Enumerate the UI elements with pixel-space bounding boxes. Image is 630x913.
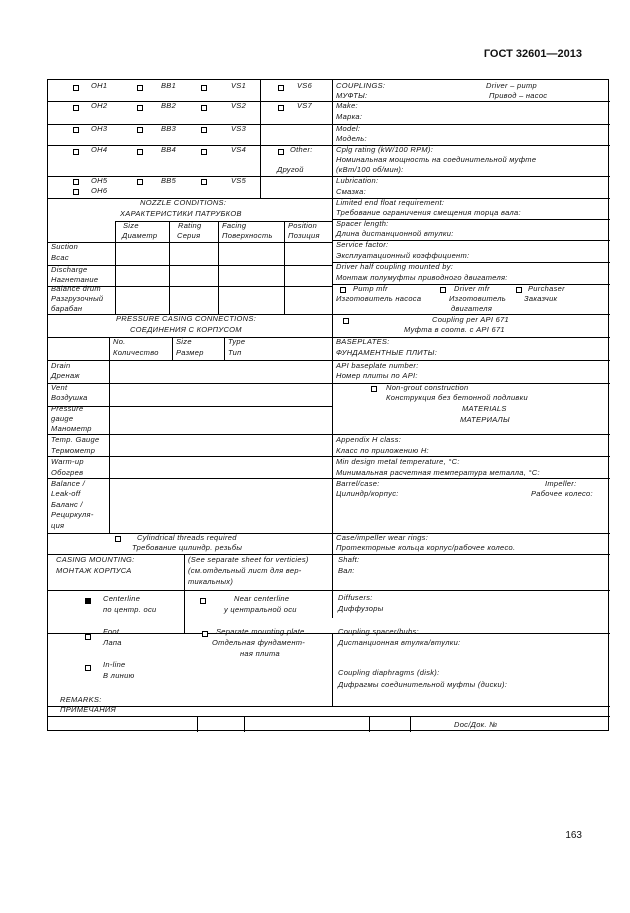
cylindrical-threads-ru: Требование цилиндр. резьбы — [132, 543, 243, 552]
api671-ru: Муфта в соотв. с API 671 — [404, 325, 505, 334]
diffusers-ru: Диффузоры — [338, 604, 384, 613]
coupling-diaphragms-ru: Дифрагмы соединительной муфты (диски): — [338, 680, 508, 689]
type-checkbox-bb3[interactable] — [137, 127, 143, 133]
rule — [332, 383, 610, 384]
materials-title: MATERIALS — [462, 404, 507, 413]
rule — [48, 265, 332, 266]
rule — [169, 221, 170, 314]
driver-mfr-ru: Изготовитель — [449, 294, 507, 303]
baseplates-title-ru: ФУНДАМЕНТНЫЕ ПЛИТЫ: — [336, 348, 438, 357]
near-centerline-ru: у центральной оси — [224, 605, 297, 614]
rule — [48, 706, 610, 707]
col-position-ru: Позиция — [288, 231, 320, 240]
type-label: VS1 — [231, 81, 247, 90]
type-label: VS7 — [297, 101, 313, 110]
rule — [115, 221, 116, 314]
type-label: VS2 — [231, 101, 247, 110]
col-facing-ru: Поверхность — [222, 231, 273, 240]
rule — [48, 590, 332, 591]
type-checkbox-oh2[interactable] — [73, 105, 79, 111]
row-balance-leak-ru: Баланс / — [51, 500, 83, 509]
row-vent-ru: Воздушка — [51, 393, 88, 402]
col-psize: Size — [176, 337, 192, 346]
foot: Foot — [103, 627, 120, 636]
col-type-ru: Тип — [228, 348, 242, 357]
end-float: Limited end float requirement: — [336, 198, 445, 207]
pressure-title: PRESSURE CASING CONNECTIONS: — [116, 314, 257, 323]
end-float-ru: Требование ограничения смещения торца вала: — [336, 208, 521, 217]
row-gauge: Pressure — [51, 404, 84, 413]
driver-mfr: Driver mfr — [454, 284, 490, 293]
foot-ru: Лапа — [103, 638, 122, 647]
row-gauge2: gauge — [51, 414, 74, 423]
spacer-length-ru: Длина дистанционной втулки: — [336, 229, 454, 238]
non-grout: Non-grout construction — [386, 383, 469, 392]
rule — [184, 554, 185, 633]
page-number: 163 — [565, 830, 582, 841]
pump-mfr-ru: Изготовитель насоса — [336, 294, 422, 303]
row-gauge-ru: Манометр — [51, 424, 92, 433]
center-divider-lower — [332, 633, 333, 706]
row-balance-leak-ru3: ция — [51, 521, 65, 530]
type-checkbox-oh5[interactable] — [73, 179, 79, 185]
col-rating: Rating — [178, 221, 202, 230]
type-label: BB3 — [161, 124, 177, 133]
row-discharge: Discharge — [51, 265, 88, 274]
in-line-checkbox[interactable] — [85, 665, 91, 671]
row-suction-ru: Всас — [51, 253, 69, 262]
type-checkbox-bb2[interactable] — [137, 105, 143, 111]
type-label: BB4 — [161, 145, 177, 154]
type-label: BB5 — [161, 176, 177, 185]
pressure-title-ru: СОЕДИНЕНИЯ С КОРПУСОМ — [130, 325, 242, 334]
separate-plate: Separate mounting plate — [216, 627, 305, 636]
row-balance-ru2: барабан — [51, 304, 83, 313]
rule — [218, 221, 219, 314]
remarks-ru: ПРИМЕЧАНИЯ — [60, 705, 116, 714]
rule — [48, 533, 610, 534]
type-checkbox-vs7[interactable] — [278, 105, 284, 111]
row-vent: Vent — [51, 383, 68, 392]
type-checkbox-vs6[interactable] — [278, 85, 284, 91]
type-checkbox-vs5[interactable] — [201, 179, 207, 185]
col-type: Type — [228, 337, 246, 346]
appendix-h: Appendix H class: — [336, 435, 402, 444]
row-balance-leak: Balance / — [51, 479, 85, 488]
model-field: Model: — [336, 124, 361, 133]
cplg-rating: Cplg rating (kW/100 RPM): — [336, 145, 434, 154]
row-balance-leak2: Leak-off — [51, 489, 81, 498]
row-suction: Suction — [51, 242, 79, 251]
type-checkbox-vs1[interactable] — [201, 85, 207, 91]
col-facing: Facing — [222, 221, 247, 230]
row-warmup-ru: Обогрев — [51, 468, 84, 477]
cylindrical-threads-checkbox[interactable] — [115, 536, 121, 542]
baseplate-number: API baseplate number: — [336, 361, 419, 370]
type-checkbox-bb5[interactable] — [137, 179, 143, 185]
casing-title-ru: МОНТАЖ КОРПУСА — [56, 566, 132, 575]
materials-title-ru: МАТЕРИАЛЫ — [460, 415, 510, 424]
center-divider — [332, 80, 333, 618]
rule — [48, 633, 610, 634]
col-size-ru: Диаметр — [122, 231, 158, 240]
type-label: OH1 — [91, 81, 108, 90]
rule — [48, 716, 610, 717]
datasheet-form — [47, 79, 609, 731]
nozzle-title: NOZZLE CONDITIONS: — [140, 198, 227, 207]
row-balance: Balance drum — [51, 284, 101, 293]
rule — [369, 716, 370, 732]
row-drain-ru: Дренаж — [51, 371, 80, 380]
baseplate-number-ru: Номер плиты по API: — [336, 371, 418, 380]
type-label: VS6 — [297, 81, 313, 90]
see-sheet-ru: (см.отдельный лист для вер- — [188, 566, 302, 575]
type-label: OH4 — [91, 145, 108, 154]
col-size: Size — [123, 221, 139, 230]
purchaser: Purchaser — [528, 284, 565, 293]
purchaser-checkbox[interactable] — [516, 287, 522, 293]
service-factor: Service factor: — [336, 240, 389, 249]
api671-checkbox[interactable] — [343, 318, 349, 324]
min-temp-ru: Минимальная расчетная температура металла, °C: — [336, 468, 540, 477]
non-grout-ru: Конструкция без бетонной подливки — [386, 393, 528, 402]
see-sheet: (See separate sheet for verticies) — [188, 555, 309, 564]
centerline-checkbox[interactable] — [85, 598, 91, 604]
rule — [48, 478, 332, 479]
cplg-rating-ru: Номинальная мощность на соединительной муфте — [336, 155, 537, 164]
coupling-diaphragms: Coupling diaphragms (disk): — [338, 668, 440, 677]
type-label: BB2 — [161, 101, 177, 110]
rule — [109, 337, 110, 533]
lubrication-ru: Смазка: — [336, 187, 366, 196]
other-label-ru: Другой — [277, 165, 304, 174]
in-line-ru: В линию — [103, 671, 135, 680]
couplings-title: COUPLINGS: — [336, 81, 386, 90]
model-field-ru: Модель: — [336, 134, 367, 143]
impeller-ru: Рабочее колесо: — [531, 489, 593, 498]
casing-title: CASING MOUNTING: — [56, 555, 135, 564]
lubrication: Lubrication: — [336, 176, 379, 185]
wear-rings-ru: Протекторные кольца корпус/рабочее колесо. — [336, 543, 516, 552]
type-checkbox-oh6[interactable] — [73, 189, 79, 195]
type-label: OH3 — [91, 124, 108, 133]
type-checkbox-vs3[interactable] — [201, 127, 207, 133]
doc-number: Doc/Док. № — [454, 720, 498, 729]
barrel-case-ru: Цилиндр/корпус: — [336, 489, 399, 498]
rule — [48, 360, 332, 361]
type-checkbox-oh1[interactable] — [73, 85, 79, 91]
centerline-ru: по центр. оси — [103, 605, 157, 614]
appendix-h-ru: Класс по приложению H: — [336, 446, 429, 455]
diffusers: Diffusers: — [338, 593, 373, 602]
separate-plate-ru: Отдельная фундамент- — [212, 638, 306, 647]
rule — [332, 101, 610, 102]
type-label: VS3 — [231, 124, 247, 133]
half-coupling: Driver half coupling mounted by: — [336, 262, 454, 271]
impeller: Impeller: — [545, 479, 577, 488]
type-checkbox-vs2[interactable] — [201, 105, 207, 111]
row-warmup: Warm-up — [51, 457, 84, 466]
coupling-spacer-ru: Дистанционная втулка/втулки: — [338, 638, 461, 647]
see-sheet-ru2: тикальных) — [188, 577, 234, 586]
other-label: Other: — [290, 145, 313, 154]
row-balance-leak-ru2: Рециркуля- — [51, 510, 94, 519]
couplings-title-ru: МУФТЫ: — [336, 91, 368, 100]
in-line: In-line — [103, 660, 126, 669]
driver-pump: Driver – pump — [486, 81, 537, 90]
non-grout-checkbox[interactable] — [371, 386, 377, 392]
driver-mfr-ru2: двигателя — [451, 304, 493, 313]
type-label: OH5 — [91, 176, 108, 185]
separate-plate-checkbox[interactable] — [202, 631, 208, 637]
row-drain: Drain — [51, 361, 71, 370]
rule — [332, 590, 610, 591]
rule — [48, 242, 332, 243]
type-label: BB1 — [161, 81, 177, 90]
col-psize-ru: Размер — [176, 348, 204, 357]
standard-number: ГОСТ 32601—2013 — [483, 48, 582, 60]
wear-rings: Case/impeller wear rings: — [336, 533, 429, 542]
shaft: Shaft: — [338, 555, 360, 564]
col-rating-ru: Серия — [177, 231, 201, 240]
type-checkbox-other[interactable] — [278, 149, 284, 155]
type-checkbox-bb4[interactable] — [137, 149, 143, 155]
row-temp: Temp. Gauge — [51, 435, 100, 444]
row-temp-ru: Термометр — [51, 446, 96, 455]
baseplates-title: BASEPLATES: — [336, 337, 390, 346]
pump-mfr: Pump mfr — [353, 284, 388, 293]
min-temp: Min design metal temperature, °C: — [336, 457, 460, 466]
type-checkbox-oh3[interactable] — [73, 127, 79, 133]
rule — [410, 716, 411, 732]
col-no-ru: Количество — [113, 348, 159, 357]
make-field-ru: Марка: — [336, 112, 363, 121]
near-centerline: Near centerline — [234, 594, 290, 603]
half-coupling-ru: Монтаж полумуфты приводного двигателя: — [336, 273, 508, 282]
rule — [284, 221, 285, 314]
service-factor-ru: Эксплуатационный коэффициент: — [336, 251, 470, 260]
nozzle-title-ru: ХАРАКТЕРИСТИКИ ПАТРУБКОВ — [120, 209, 242, 218]
type-checkbox-oh4[interactable] — [73, 149, 79, 155]
row-balance-ru: Разгрузочный — [51, 294, 104, 303]
near-centerline-checkbox[interactable] — [200, 598, 206, 604]
type-checkbox-vs4[interactable] — [201, 149, 207, 155]
type-label: VS4 — [231, 145, 247, 154]
col-no: No. — [113, 337, 126, 346]
cylindrical-threads: Cylindrical threads required — [137, 533, 237, 542]
make-field: Make: — [336, 101, 358, 110]
spacer-length: Spacer length: — [336, 219, 389, 228]
rule — [244, 716, 245, 732]
foot-checkbox[interactable] — [85, 634, 91, 640]
type-label: OH2 — [91, 101, 108, 110]
driver-pump-ru: Привод – насос — [489, 91, 548, 100]
driver-mfr-checkbox[interactable] — [440, 287, 446, 293]
shaft-ru: Вал: — [338, 566, 355, 575]
type-label: OH6 — [91, 186, 108, 195]
rule — [332, 124, 610, 125]
col-position: Position — [288, 221, 318, 230]
rule — [172, 337, 173, 360]
rule — [260, 80, 261, 198]
pump-mfr-checkbox[interactable] — [340, 287, 346, 293]
remarks: REMARKS: — [60, 695, 102, 704]
centerline: Centerline — [103, 594, 141, 603]
coupling-spacer: Coupling spacer/hubs: — [338, 627, 419, 636]
type-label: VS5 — [231, 176, 247, 185]
separate-plate-ru2: ная плита — [240, 649, 280, 658]
api671: Coupling per API 671 — [432, 315, 510, 324]
rule — [224, 337, 225, 360]
rule — [48, 383, 332, 384]
type-checkbox-bb1[interactable] — [137, 85, 143, 91]
purchaser-ru: Заказчик — [524, 294, 558, 303]
rule — [48, 406, 332, 407]
cplg-rating-ru2: (кВт/100 об/мин): — [336, 165, 404, 174]
barrel-case: Barrel/case: — [336, 479, 380, 488]
row-discharge-ru: Нагнетание — [51, 275, 99, 284]
rule — [197, 716, 198, 732]
